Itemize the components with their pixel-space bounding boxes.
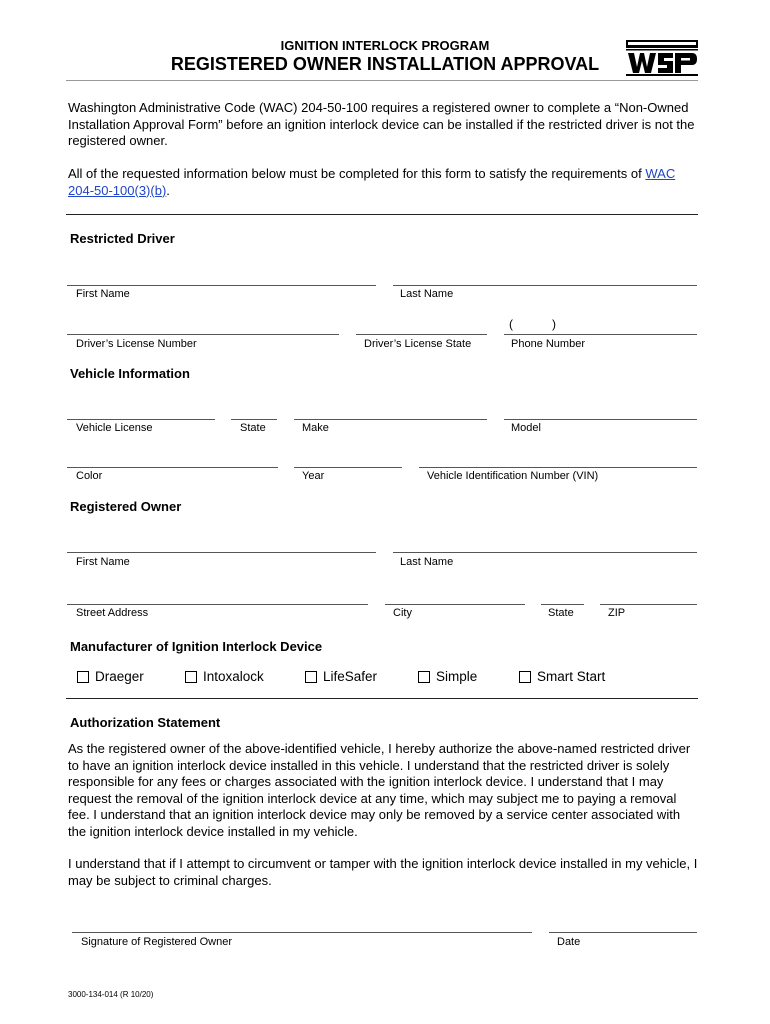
draeger-checkbox[interactable] [77, 671, 89, 683]
vehicle-state-label: State [240, 422, 266, 434]
requirements-paragraph [68, 166, 698, 199]
smart-start-label: Smart Start [537, 669, 606, 684]
manufacturer-divider [66, 698, 698, 699]
vehicle-license-line [67, 419, 215, 420]
option-intoxalock[interactable] [185, 669, 264, 684]
owner-last-name-label: Last Name [400, 556, 454, 568]
owner-zip-field[interactable] [600, 585, 697, 603]
owner-state-line [541, 604, 584, 605]
registered-owner-heading: Registered Owner [70, 499, 182, 514]
date-label: Date [557, 936, 581, 948]
vehicle-license-field[interactable] [67, 400, 215, 418]
owner-zip-line [600, 604, 697, 605]
owner-first-name-field[interactable] [67, 533, 376, 551]
vehicle-model-line [504, 419, 697, 420]
smart-start-checkbox[interactable] [519, 671, 531, 683]
date-line [549, 932, 697, 933]
signature-field[interactable] [72, 913, 532, 931]
vehicle-info-heading: Vehicle Information [70, 366, 190, 381]
owner-city-line [385, 604, 525, 605]
option-draeger[interactable] [77, 669, 144, 684]
vehicle-vin-line [419, 467, 697, 468]
phone-area-paren-close: ) [552, 317, 556, 331]
authorization-paragraph: As the registered owner of the above-identified vehicle, I hereby authorize the above-named restricted driver to have an ignition interlock device installed in this vehicle. I understand that the restricted driver is solely responsible for any fees or charges associated with the ignition interlock device. I understand that I may request the removal of the ignition interlock device at any time, which may subject me to paying a removal fee. I understand that an ignition interlock device may only be removed by a service center associated with the ignition interlock device installed in my vehicle. [68, 741, 691, 839]
driver-phone-line [504, 334, 697, 335]
authorization-heading: Authorization Statement [70, 715, 221, 730]
wac-link[interactable]: WAC 204-50-100(3)(b) [68, 166, 676, 198]
intro-paragraph: Washington Administrative Code (WAC) 204-50-100 requires a registered owner to complete a “Non-Owned Installation Approval Form” before an ignition interlock device can be installed if the restricted driver is not the registered owner. [68, 100, 695, 148]
owner-last-name-field[interactable] [393, 533, 697, 551]
requirements-text: All of the requested information below must be completed for this form to satisfy the requirements of [68, 166, 642, 181]
vehicle-make-field[interactable] [294, 400, 487, 418]
owner-city-label: City [393, 607, 412, 619]
driver-license-number-line [67, 334, 339, 335]
owner-city-field[interactable] [385, 585, 525, 603]
vehicle-model-label: Model [511, 422, 541, 434]
requirements-period: . [166, 182, 170, 198]
option-lifesafer[interactable] [305, 669, 377, 684]
manufacturer-heading: Manufacturer of Ignition Interlock Device [70, 639, 323, 654]
wsp-logo-graphic [626, 40, 698, 76]
driver-phone-field[interactable] [565, 315, 697, 333]
wsp-logo [626, 40, 698, 76]
owner-state-label: State [548, 607, 574, 619]
vehicle-color-field[interactable] [67, 448, 278, 466]
driver-first-name-line [67, 285, 376, 286]
vehicle-color-line [67, 467, 278, 468]
simple-checkbox[interactable] [418, 671, 430, 683]
date-field[interactable] [549, 913, 697, 931]
vehicle-make-label: Make [302, 422, 329, 434]
driver-license-number-field[interactable] [67, 315, 339, 333]
vehicle-state-line [231, 419, 277, 420]
owner-street-line [67, 604, 368, 605]
header-rule [66, 80, 698, 81]
driver-license-state-field[interactable] [356, 315, 487, 333]
option-smart-start[interactable] [519, 669, 605, 684]
owner-last-name-line [393, 552, 697, 553]
section-divider [66, 214, 698, 215]
driver-last-name-field[interactable] [393, 266, 697, 284]
vehicle-year-label: Year [302, 470, 325, 482]
lifesafer-checkbox[interactable] [305, 671, 317, 683]
driver-last-name-line [393, 285, 697, 286]
form-number: 3000-134-014 (R 10/20) [68, 990, 154, 999]
owner-street-field[interactable] [67, 585, 368, 603]
driver-last-name-label: Last Name [400, 288, 454, 300]
program-name: IGNITION INTERLOCK PROGRAM [280, 38, 490, 53]
owner-zip-label: ZIP [608, 607, 626, 619]
vehicle-vin-label: Vehicle Identification Number (VIN) [427, 470, 599, 482]
simple-label: Simple [436, 669, 478, 684]
lifesafer-label: LifeSafer [323, 669, 378, 684]
owner-street-label: Street Address [76, 607, 149, 619]
vehicle-year-line [294, 467, 402, 468]
vehicle-license-label: Vehicle License [76, 422, 153, 434]
vehicle-year-field[interactable] [294, 448, 402, 466]
tamper-paragraph: I understand that if I attempt to circumvent or tamper with the ignition interlock device installed in my vehicle, I may be subject to criminal charges. [68, 856, 698, 888]
vehicle-state-field[interactable] [231, 400, 277, 418]
vehicle-color-label: Color [76, 470, 103, 482]
option-simple[interactable] [418, 669, 477, 684]
form-title: REGISTERED OWNER INSTALLATION APPROVAL [170, 54, 600, 74]
signature-line [72, 932, 532, 933]
driver-license-number-label: Driver’s License Number [76, 338, 197, 350]
signature-label: Signature of Registered Owner [81, 936, 233, 948]
driver-first-name-label: First Name [76, 288, 130, 300]
restricted-driver-heading: Restricted Driver [70, 231, 175, 246]
intoxalock-checkbox[interactable] [185, 671, 197, 683]
driver-first-name-field[interactable] [67, 266, 376, 284]
draeger-label: Draeger [95, 669, 144, 684]
driver-license-state-line [356, 334, 487, 335]
driver-phone-label: Phone Number [511, 338, 585, 350]
driver-license-state-label: Driver’s License State [364, 338, 472, 350]
owner-state-field[interactable] [541, 585, 584, 603]
intoxalock-label: Intoxalock [203, 669, 264, 684]
phone-area-paren-open: ( [509, 317, 513, 331]
owner-first-name-line [67, 552, 376, 553]
vehicle-vin-field[interactable] [419, 448, 697, 466]
vehicle-model-field[interactable] [504, 400, 697, 418]
vehicle-make-line [294, 419, 487, 420]
owner-first-name-label: First Name [76, 556, 130, 568]
